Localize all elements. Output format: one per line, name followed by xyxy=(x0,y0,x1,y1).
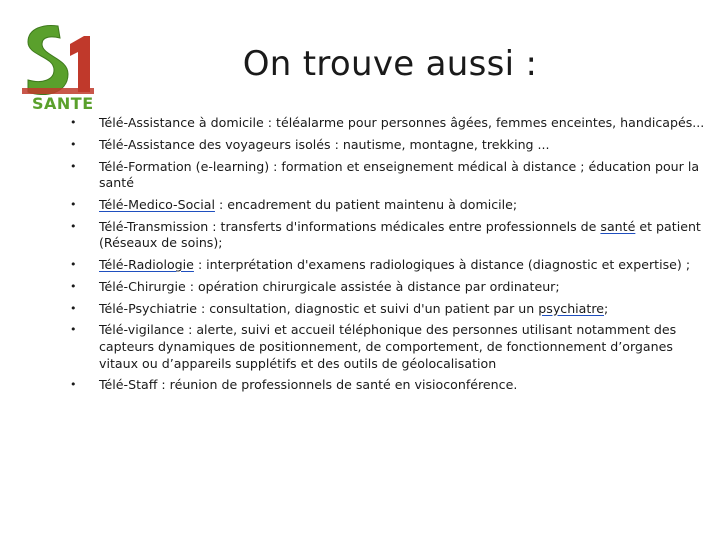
list-item xyxy=(70,301,710,318)
list-item xyxy=(70,279,710,296)
bullet-icon: • xyxy=(70,301,77,315)
item-link[interactable]: santé xyxy=(600,218,636,234)
logo xyxy=(14,18,100,114)
bullet-icon: • xyxy=(70,219,77,233)
bullet-icon: • xyxy=(70,279,77,293)
item-text: Télé-vigilance : alerte, suivi et accueil téléphonique des personnes utilisant notamment des capteurs dynamiques de positionnement, de comportement, de fonctionnement d’organes vitaux ou d’appareils supplétifs et des outils de géolocalisation xyxy=(99,322,677,371)
bullet-icon: • xyxy=(70,116,77,129)
item-link[interactable]: psychiatre xyxy=(538,300,604,316)
list-item xyxy=(70,137,710,154)
bullet-icon: • xyxy=(70,258,77,272)
item-text: : interprétation d'examens radiologiques à distance (diagnostic et expertise) ; xyxy=(193,257,691,273)
item-text: Télé-Assistance des voyageurs isolés : nautisme, montagne, trekking ... xyxy=(99,136,550,152)
logo-text: SANTE xyxy=(32,94,94,113)
bullet-icon: • xyxy=(70,197,77,211)
item-text: Télé-Formation (e-learning) : formation et enseignement médical à distance ; éducation pour la santé xyxy=(99,158,700,191)
item-text: Télé-Staff : réunion de professionnels de santé en visioconférence. xyxy=(99,377,518,393)
bullet-icon: • xyxy=(70,137,77,151)
item-link[interactable]: Télé-Radiologie xyxy=(99,257,194,273)
item-link[interactable]: Télé-Medico-Social xyxy=(99,196,215,212)
bullet-icon: • xyxy=(70,378,77,392)
list-item xyxy=(70,219,710,252)
bullet-list xyxy=(70,115,710,399)
list-item xyxy=(70,377,710,394)
list-item xyxy=(70,197,710,214)
list-item xyxy=(70,257,710,274)
list-item xyxy=(70,115,710,132)
item-text: : encadrement du patient maintenu à domicile; xyxy=(214,196,518,212)
item-text: et patient (Réseaux de soins); xyxy=(99,218,701,251)
item-text: Télé-Assistance à domicile : téléalarme pour personnes âgées, femmes enceintes, handicapés... xyxy=(99,115,705,130)
item-text: ; xyxy=(603,300,609,316)
list-item xyxy=(70,322,710,372)
page-title: On trouve aussi : xyxy=(242,44,538,84)
item-text: Télé-Chirurgie : opération chirurgicale assistée à distance par ordinateur; xyxy=(99,278,560,294)
bullet-icon: • xyxy=(70,159,77,173)
item-text: Télé-Psychiatrie : consultation, diagnostic et suivi d'un patient par un xyxy=(99,300,539,316)
list-item xyxy=(70,159,710,192)
item-text: Télé-Transmission : transferts d'informations médicales entre professionnels de xyxy=(99,218,601,234)
bullet-icon: • xyxy=(70,323,77,337)
